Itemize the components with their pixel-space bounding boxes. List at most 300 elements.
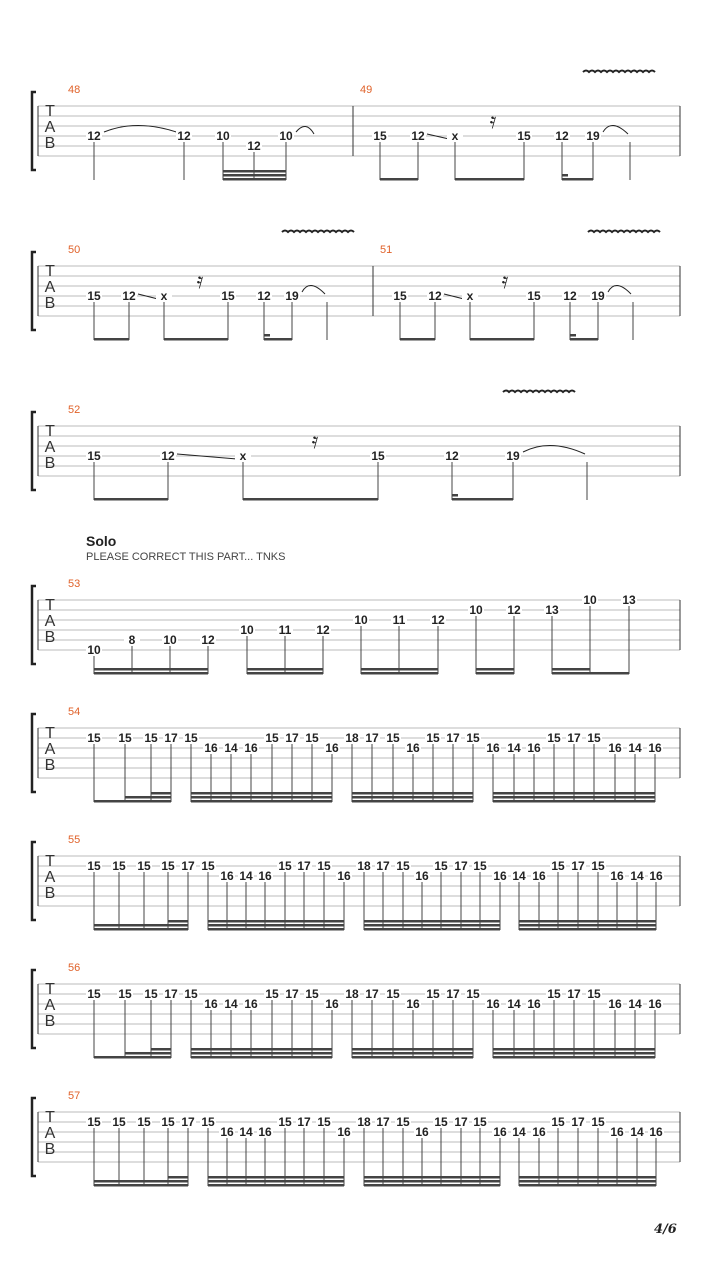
beam [191, 800, 332, 803]
tie-arc [523, 445, 585, 454]
system-bracket [32, 1098, 36, 1176]
measure-number: 56 [68, 962, 81, 974]
fret-number: 16 [415, 1125, 429, 1139]
fret-number: 14 [628, 997, 642, 1011]
fret-number: 17 [571, 859, 585, 873]
tie-arc [302, 285, 325, 294]
beam [191, 1056, 332, 1059]
fret-number: 16 [527, 997, 541, 1011]
fret-number: 15 [466, 987, 480, 1001]
beam [94, 338, 129, 341]
fret-number: 12 [257, 289, 271, 303]
fret-number: 15 [317, 1115, 331, 1129]
fret-number: 16 [486, 997, 500, 1011]
fret-number: 15 [393, 289, 407, 303]
tab-clef-letter: B [44, 455, 56, 472]
beam [493, 796, 655, 799]
beam [243, 498, 378, 501]
fret-number: 16 [648, 741, 662, 755]
beam [570, 338, 598, 341]
tab-clef-letter: T [45, 597, 55, 614]
fret-number: 10 [279, 129, 293, 143]
beam [493, 800, 655, 803]
fret-number: 10 [87, 643, 101, 657]
beam [125, 796, 151, 799]
fret-number: 16 [493, 1125, 507, 1139]
fret-number: 14 [628, 741, 642, 755]
beam [519, 928, 656, 931]
fret-number: 15 [87, 731, 101, 745]
beam [208, 1180, 344, 1183]
fret-number: 15 [137, 1115, 151, 1129]
fret-number: 14 [512, 1125, 526, 1139]
beam [94, 668, 208, 671]
fret-number: 19 [591, 289, 605, 303]
tab-clef-letter: B [44, 1141, 56, 1158]
fret-number: 12 [122, 289, 136, 303]
fret-number: 15 [547, 731, 561, 745]
fret-number: 15 [265, 987, 279, 1001]
fret-number: 15 [434, 859, 448, 873]
fret-number: 17 [567, 987, 581, 1001]
fret-number: 17 [297, 859, 311, 873]
vibrato-mark [588, 231, 660, 233]
tab-clef-letter: T [45, 263, 55, 280]
measure-number: 49 [360, 84, 373, 96]
beam-stub [264, 334, 270, 337]
tab-system [32, 578, 680, 675]
fret-number: 18 [345, 987, 359, 1001]
fret-number: 18 [357, 1115, 371, 1129]
beam [364, 1176, 500, 1179]
fret-number: 15 [396, 1115, 410, 1129]
fret-number: 16 [649, 869, 663, 883]
beam [493, 792, 655, 795]
fret-number: 11 [392, 613, 406, 627]
tab-system [32, 1090, 680, 1187]
fret-number: 18 [345, 731, 359, 745]
fret-number: 16 [204, 997, 218, 1011]
fret-number: 15 [396, 859, 410, 873]
tab-clef-letter: B [44, 295, 56, 312]
fret-number: 17 [446, 987, 460, 1001]
beam [164, 338, 228, 341]
tab-clef-letter: A [44, 741, 56, 758]
fret-number: 17 [376, 1115, 390, 1129]
tab-clef-letter: A [44, 613, 56, 630]
measure-number: 48 [68, 84, 81, 96]
fret-number: 14 [224, 997, 238, 1011]
fret-number: 16 [337, 869, 351, 883]
beam [452, 498, 513, 501]
fret-number: 18 [357, 859, 371, 873]
tab-system [32, 391, 680, 501]
beam [493, 1052, 655, 1055]
beam [94, 800, 171, 803]
fret-number: 15 [278, 1115, 292, 1129]
fret-number: x [239, 449, 247, 463]
tab-clef-letter: B [44, 1013, 56, 1030]
tab-clef-letter: B [44, 885, 56, 902]
fret-number: 15 [87, 289, 101, 303]
fret-number: 16 [204, 741, 218, 755]
fret-number: 16 [325, 741, 339, 755]
beam [168, 1176, 188, 1179]
fret-number: 19 [285, 289, 299, 303]
tab-clef-letter: A [44, 997, 56, 1014]
fret-number: 13 [622, 593, 636, 607]
fret-number: 15 [137, 859, 151, 873]
fret-number: 15 [278, 859, 292, 873]
beam [151, 1052, 171, 1055]
measure-number: 53 [68, 578, 81, 590]
beam [364, 928, 500, 931]
fret-number: 19 [586, 129, 600, 143]
fret-number: 10 [216, 129, 230, 143]
tie-arc [603, 125, 628, 134]
vibrato-mark [282, 231, 354, 233]
beam [247, 672, 323, 675]
beam-stub [452, 494, 458, 497]
fret-number: 12 [428, 289, 442, 303]
fret-number: 17 [365, 987, 379, 1001]
tie-arc [104, 125, 182, 134]
tab-clef-letter: B [44, 135, 56, 152]
fret-number: 12 [555, 129, 569, 143]
fret-number: 15 [587, 731, 601, 745]
tab-clef-letter: T [45, 1109, 55, 1126]
beam [264, 338, 292, 341]
beam [125, 1052, 151, 1055]
section-note: PLEASE CORRECT THIS PART... TNKS [86, 551, 286, 563]
fret-number: 15 [118, 987, 132, 1001]
tab-clef-letter: T [45, 423, 55, 440]
sixteenth-rest: 𝄿 [489, 109, 497, 134]
fret-number: 15 [144, 731, 158, 745]
beam [208, 1176, 344, 1179]
beam [191, 1048, 332, 1051]
fret-number: 10 [469, 603, 483, 617]
beam [191, 1052, 332, 1055]
beam [208, 920, 344, 923]
fret-number: 15 [591, 859, 605, 873]
beam [493, 1048, 655, 1051]
fret-number: 16 [220, 1125, 234, 1139]
fret-number: 14 [512, 869, 526, 883]
fret-number: 12 [177, 129, 191, 143]
fret-number: 12 [411, 129, 425, 143]
fret-number: 15 [551, 859, 565, 873]
fret-number: 17 [567, 731, 581, 745]
fret-number: 12 [445, 449, 459, 463]
fret-number: 15 [371, 449, 385, 463]
beam-stub [562, 174, 568, 177]
beam [223, 170, 286, 173]
measure-number: 51 [380, 244, 393, 256]
system-bracket [32, 92, 36, 170]
beam [208, 1184, 344, 1187]
beam [361, 672, 438, 675]
fret-number: 16 [406, 997, 420, 1011]
beam [519, 924, 656, 927]
tie-arc [608, 285, 631, 294]
measure-number: 52 [68, 404, 81, 416]
beam [151, 796, 171, 799]
tab-system [32, 71, 680, 181]
fret-number: 15 [184, 731, 198, 745]
fret-number: 14 [630, 869, 644, 883]
fret-number: 16 [610, 1125, 624, 1139]
fret-number: 15 [201, 859, 215, 873]
tab-system [32, 962, 680, 1059]
fret-number: 14 [239, 1125, 253, 1139]
fret-number: 15 [87, 449, 101, 463]
fret-number: 12 [87, 129, 101, 143]
fret-number: 17 [376, 859, 390, 873]
fret-number: 17 [164, 731, 178, 745]
beam [562, 178, 593, 181]
fret-number: 15 [517, 129, 531, 143]
fret-number: 17 [285, 987, 299, 1001]
tab-clef-letter: A [44, 279, 56, 296]
fret-number: 12 [316, 623, 330, 637]
tab-clef-letter: T [45, 725, 55, 742]
fret-number: 12 [161, 449, 175, 463]
beam [364, 1180, 500, 1183]
fret-number: 16 [610, 869, 624, 883]
fret-number: 17 [181, 859, 195, 873]
sixteenth-rest: 𝄿 [311, 429, 319, 454]
fret-number: 14 [507, 997, 521, 1011]
fret-number: 15 [591, 1115, 605, 1129]
beam [552, 668, 590, 671]
fret-number: 15 [201, 1115, 215, 1129]
system-bracket [32, 842, 36, 920]
beam [380, 178, 418, 181]
fret-number: 19 [506, 449, 520, 463]
fret-number: 17 [571, 1115, 585, 1129]
tab-clef-letter: A [44, 869, 56, 886]
fret-number: 15 [386, 987, 400, 1001]
fret-number: 16 [648, 997, 662, 1011]
beam [476, 672, 514, 675]
beam [364, 1184, 500, 1187]
fret-number: 12 [201, 633, 215, 647]
fret-number: 15 [265, 731, 279, 745]
fret-number: 15 [527, 289, 541, 303]
fret-number: 16 [486, 741, 500, 755]
beam [191, 792, 332, 795]
beam [352, 1048, 473, 1051]
fret-number: 17 [454, 1115, 468, 1129]
fret-number: 16 [649, 1125, 663, 1139]
beam [94, 672, 208, 675]
beam [208, 928, 344, 931]
beam [361, 668, 438, 671]
fret-number: 14 [239, 869, 253, 883]
measure-number: 55 [68, 834, 81, 846]
fret-number: 17 [365, 731, 379, 745]
tab-system [32, 834, 680, 931]
sixteenth-rest: 𝄿 [196, 269, 204, 294]
fret-number: 14 [507, 741, 521, 755]
system-bracket [32, 412, 36, 490]
fret-number: 15 [161, 1115, 175, 1129]
fret-number: 11 [278, 623, 292, 637]
beam [208, 924, 344, 927]
fret-number: 16 [244, 741, 258, 755]
fret-number: 17 [181, 1115, 195, 1129]
fret-number: 17 [164, 987, 178, 1001]
fret-number: 12 [247, 139, 261, 153]
sixteenth-rest: 𝄿 [501, 269, 509, 294]
fret-number: 15 [434, 1115, 448, 1129]
fret-number: 15 [87, 1115, 101, 1129]
vibrato-mark [583, 71, 655, 73]
fret-number: 16 [220, 869, 234, 883]
beam [519, 1180, 656, 1183]
tab-system [32, 706, 680, 803]
system-bracket [32, 252, 36, 330]
tab-clef-letter: B [44, 757, 56, 774]
beam [223, 174, 286, 177]
fret-number: 10 [583, 593, 597, 607]
section-title: Solo [86, 533, 117, 549]
fret-number: 15 [547, 987, 561, 1001]
fret-number: 17 [446, 731, 460, 745]
tab-system [32, 231, 680, 341]
beam [247, 668, 323, 671]
fret-number: 16 [337, 1125, 351, 1139]
fret-number: 15 [426, 731, 440, 745]
fret-number: 16 [258, 869, 272, 883]
fret-number: 16 [608, 997, 622, 1011]
fret-number: x [466, 289, 474, 303]
system-bracket [32, 714, 36, 792]
beam [519, 1176, 656, 1179]
system-bracket [32, 970, 36, 1048]
fret-number: 16 [406, 741, 420, 755]
beam [552, 672, 629, 675]
beam [223, 178, 286, 181]
fret-number: 17 [297, 1115, 311, 1129]
fret-number: 16 [325, 997, 339, 1011]
fret-number: 15 [144, 987, 158, 1001]
fret-number: 16 [608, 741, 622, 755]
beam [400, 338, 435, 341]
fret-number: x [451, 129, 459, 143]
beam [470, 338, 534, 341]
fret-number: 10 [240, 623, 254, 637]
tab-clef-letter: A [44, 439, 56, 456]
beam [94, 498, 168, 501]
fret-number: 15 [112, 859, 126, 873]
fret-number: 17 [454, 859, 468, 873]
fret-number: 15 [161, 859, 175, 873]
page-number: 4/6 [654, 1222, 677, 1237]
beam [94, 924, 188, 927]
beam [352, 796, 473, 799]
fret-number: 8 [128, 633, 136, 647]
beam [94, 1056, 171, 1059]
fret-number: 16 [532, 1125, 546, 1139]
beam [364, 920, 500, 923]
beam [519, 920, 656, 923]
fret-number: 15 [305, 987, 319, 1001]
beam [352, 792, 473, 795]
fret-number: 15 [373, 129, 387, 143]
measure-number: 57 [68, 1090, 81, 1102]
beam [352, 800, 473, 803]
fret-number: 13 [545, 603, 559, 617]
fret-number: 16 [527, 741, 541, 755]
beam [519, 1184, 656, 1187]
beam [476, 668, 514, 671]
beam [151, 792, 171, 795]
measure-number: 50 [68, 244, 81, 256]
fret-number: 15 [473, 1115, 487, 1129]
tab-clef-letter: T [45, 981, 55, 998]
tab-clef-letter: T [45, 853, 55, 870]
fret-number: 15 [317, 859, 331, 873]
measure-number: 54 [68, 706, 81, 718]
fret-number: 15 [551, 1115, 565, 1129]
tab-clef-letter: A [44, 1125, 56, 1142]
fret-number: 16 [415, 869, 429, 883]
fret-number: 15 [426, 987, 440, 1001]
fret-number: 15 [473, 859, 487, 873]
tab-clef-letter: A [44, 119, 56, 136]
fret-number: 15 [87, 987, 101, 1001]
tab-clef-letter: T [45, 103, 55, 120]
beam [191, 796, 332, 799]
beam [455, 178, 524, 181]
beam-stub [570, 334, 576, 337]
fret-number: 15 [305, 731, 319, 745]
system-bracket [32, 586, 36, 664]
beam [352, 1052, 473, 1055]
fret-number: x [160, 289, 168, 303]
fret-number: 15 [118, 731, 132, 745]
fret-number: 14 [630, 1125, 644, 1139]
fret-number: 16 [493, 869, 507, 883]
fret-number: 17 [285, 731, 299, 745]
fret-number: 10 [163, 633, 177, 647]
fret-number: 15 [221, 289, 235, 303]
beam [493, 1056, 655, 1059]
tab-clef-letter: B [44, 629, 56, 646]
beam [94, 1180, 188, 1183]
vibrato-mark [503, 391, 575, 393]
beam [352, 1056, 473, 1059]
fret-number: 16 [532, 869, 546, 883]
fret-number: 15 [112, 1115, 126, 1129]
fret-number: 15 [87, 859, 101, 873]
fret-number: 15 [587, 987, 601, 1001]
fret-number: 12 [431, 613, 445, 627]
fret-number: 16 [244, 997, 258, 1011]
beam [168, 920, 188, 923]
fret-number: 10 [354, 613, 368, 627]
beam [151, 1048, 171, 1051]
fret-number: 15 [184, 987, 198, 1001]
fret-number: 12 [563, 289, 577, 303]
fret-number: 15 [466, 731, 480, 745]
beam [94, 928, 188, 931]
beam [94, 1184, 188, 1187]
fret-number: 15 [386, 731, 400, 745]
fret-number: 14 [224, 741, 238, 755]
